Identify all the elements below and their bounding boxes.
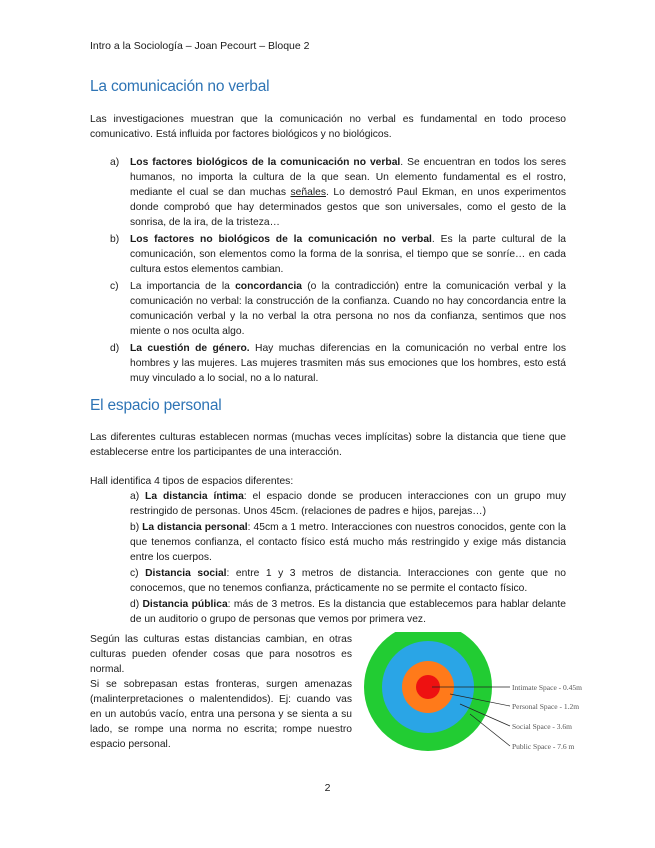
hall-intro: Hall identifica 4 tipos de espacios diferentes: bbox=[90, 476, 294, 487]
diagram-label: Public Space - 7.6 m bbox=[512, 742, 575, 751]
list-item: c) La importancia de la concordancia (o la contradicción) entre la comunicación verbal y la comunicación no verbal: la construcción de la confianza. Cuando no hay concordancia entre la comunicación verbal y la no verbal la otra persona no nos da confianza, sentimos que nos miente o nos oculta algo. bbox=[110, 281, 566, 337]
diagram-label: Social Space - 3.6m bbox=[512, 722, 572, 731]
leader-line bbox=[470, 714, 510, 746]
list-item: d) La cuestión de género. Hay muchas diferencias en la comunicación no verbal entre los hombres y las mujeres. Las mujeres trasmiten más sus emociones que los hombres, esto está muy vinculado a lo social, no a lo natural. bbox=[110, 343, 566, 384]
list-marker: b) bbox=[110, 234, 120, 245]
side-paragraph: Según las culturas estas distancias cambian, en otras culturas pueden ofender cosas que para nosotros es normal. bbox=[90, 634, 352, 675]
distance-item: d) Distancia pública: más de 3 metros. Es la distancia que establecemos para hablar delante de un auditorio o grupo de personas que vemos por primera vez. bbox=[130, 599, 566, 625]
distance-item: b) La distancia personal: 45cm a 1 metro. Interacciones con nuestros conocidos, gente con la que tenemos confianza, el contacto físico está mucho más restringido y exige más distancia entre los cuerpos. bbox=[130, 522, 567, 563]
section-title-comunicacion: La comunicación no verbal bbox=[90, 78, 270, 95]
list-marker: c) bbox=[110, 281, 119, 292]
section1-intro: Las investigaciones muestran que la comunicación no verbal es fundamental en todo proceso comunicativo. Está influida por factores biológicos y no biológicos. bbox=[90, 114, 566, 140]
section-title-espacio: El espacio personal bbox=[90, 397, 222, 414]
side-paragraph: Si se sobrepasan estas fronteras, surgen amenazas (malinterpretaciones o malentendidos). Ej: cuando vas en un autobús vacío, entra una persona y se sienta a su lado, se rompe una norma no escrita; rompe nuestro espacio personal. bbox=[90, 679, 352, 750]
section2-intro: Las diferentes culturas establecen normas (muchas veces implícitas) sobre la distancia que tiene que establecerse entre los participantes de una interacción. bbox=[90, 432, 566, 458]
list-marker: d) bbox=[110, 343, 120, 354]
page-number: 2 bbox=[324, 782, 331, 794]
list-item: b) Los factores no biológicos de la comunicación no verbal. Es la parte cultural de la comunicación, son elementos como la forma de la sonrisa, el tiempo que se sonríe… en cada cultura estos elementos cambian. bbox=[110, 234, 566, 275]
distance-item: a) La distancia íntima: el espacio donde se producen interacciones con un grupo muy restringido de personas. Unos 45cm. (relaciones de padres e hijos, parejas…) bbox=[130, 491, 566, 517]
distance-types bbox=[130, 489, 566, 628]
diagram-label: Intimate Space - 0.45m bbox=[512, 683, 582, 692]
page-header: Intro a la Sociología – Joan Pecourt – Bloque 2 bbox=[90, 40, 310, 52]
list-item: a) Los factores biológicos de la comunicación no verbal. Se encuentran en todos los seres humanos, no importa la cultura de la que sean. Un elemento fundamental es el rostro, mediante el cual se dan muchas señales. Lo demostró Paul Ekman, en unos experimentos donde comprobó que hay determinados gestos que son universales, como el gesto de la sonrisa, de la ira, de la tristeza… bbox=[110, 157, 566, 228]
personal-space-diagram bbox=[360, 632, 620, 762]
side-text bbox=[90, 632, 352, 752]
factors-list bbox=[110, 155, 566, 388]
distance-item: c) Distancia social: entre 1 y 3 metros de distancia. Interacciones con gente que no conocemos, que no tenemos confianza, prácticamente no se permite el contacto físico. bbox=[130, 568, 566, 594]
list-marker: a) bbox=[110, 157, 120, 168]
diagram-label: Personal Space - 1.2m bbox=[512, 702, 580, 711]
